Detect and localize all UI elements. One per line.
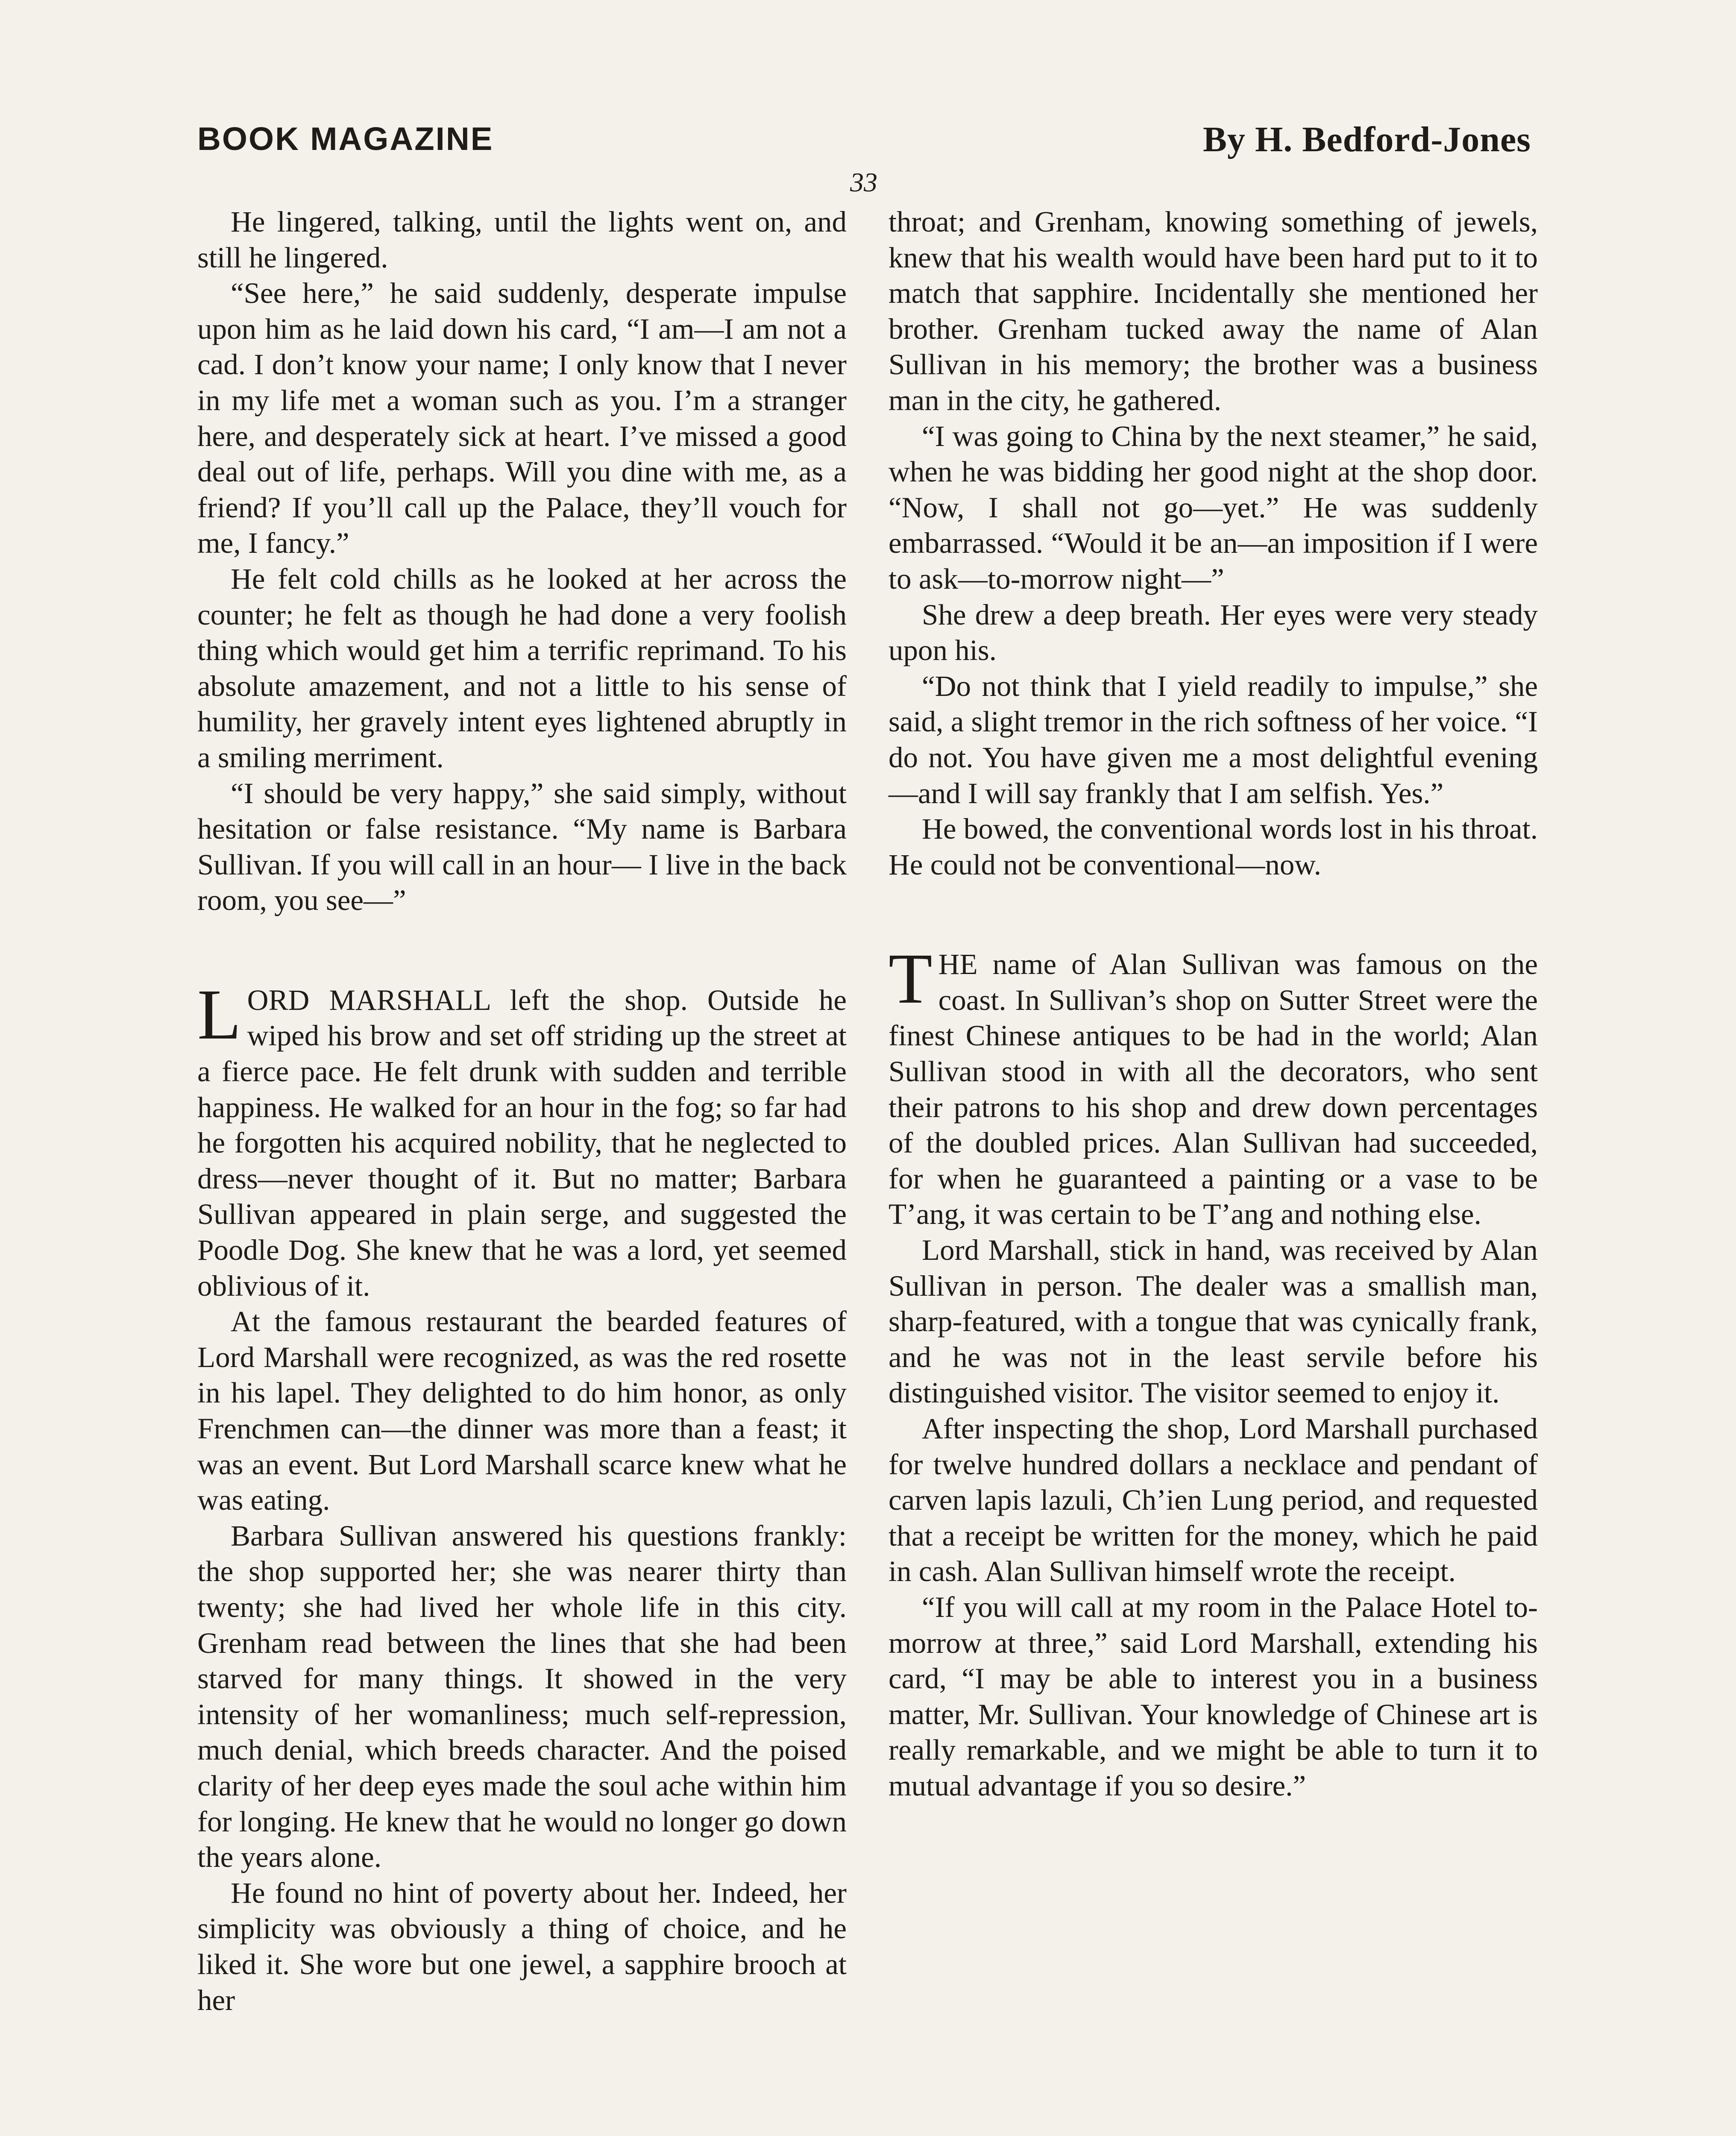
paragraph: He bowed, the conventional words lost in his throat. He could not be conventional—now.: [889, 813, 1538, 881]
section-opening-paragraph: [889, 939, 1538, 1232]
paragraph: “If you will call at my room in the Palace Hotel to-morrow at three,” said Lord Marshall, extending his card, “I may be able to interest you in a business matter, Mr. Sullivan. Your knowledge of Chinese art is really remarkable, and we might be able to turn it to mutual advantage if you so desire.”: [889, 1590, 1538, 1802]
author-byline: By H. Bedford-Jones: [1202, 120, 1531, 159]
page-number: 33: [850, 167, 877, 197]
section-opening-paragraph: [197, 974, 847, 1304]
paragraph: At the famous restaurant the bearded features of Lord Marshall were recognized, as was the red rosette in his lapel. They delighted to do him honor, as only Frenchmen can—the dinner was more than a feast; it was an event. But Lord Marshall scarce knew what he was eating.: [197, 1305, 847, 1517]
paragraph: She drew a deep breath. Her eyes were very steady upon his.: [889, 598, 1538, 667]
paragraph: “See here,” he said suddenly, desperate impulse upon him as he laid down his card, “I am—I am not a cad. I don’t know your name; I only know that I never in my life met a woman such as you. I’m a stranger here, and desperately sick at heart. I’ve missed a good deal out of life, perhaps. Will you dine with me, as a friend? If you’ll call up the Palace, they’ll vouch for me, I fancy.”: [197, 277, 847, 560]
paragraph: After inspecting the shop, Lord Marshall purchased for twelve hundred dollars a necklace and pendant of carven lapis lazuli, Ch’ien Lung period, and requested that a receipt be written for the money, which he paid in cash. Alan Sullivan himself wrote the receipt.: [889, 1412, 1538, 1588]
left-column: [197, 204, 847, 2018]
section-opening-text: HE name of Alan Sullivan was famous on the coast. In Sullivan’s shop on Sutter Street were the finest Chinese antiques to be had in the world; Alan Sullivan stood in with all the decorators, who sent their patrons to his shop and drew down percentages of the doubled prices. Alan Sullivan had succeeded, for when he guaranteed a painting or a vase to be T’ang, it was certain to be T’ang and nothing else.: [889, 948, 1538, 1231]
magazine-title: BOOK MAGAZINE: [197, 121, 494, 157]
paragraph: Barbara Sullivan answered his questions frankly: the shop supported her; she was nearer thirty than twenty; she had lived her whole life in this city. Grenham read between the lines that she had been starved for many things. It showed in the very intensity of her womanliness; much self-repression, much denial, which breeds character. And the poised clarity of her deep eyes made the soul ache within him for longing. He knew that he would no longer go down the years alone.: [197, 1519, 847, 1874]
paragraph: Lord Marshall, stick in hand, was received by Alan Sullivan in person. The dealer was a smallish man, sharp-featured, with a tongue that was cynically frank, and he was not in the least servile before his distinguished visitor. The visitor seemed to enjoy it.: [889, 1234, 1538, 1409]
right-column: [889, 204, 1538, 1804]
paragraph: “I was going to China by the next steamer,” he said, when he was bidding her good night at the shop door. “Now, I shall not go—yet.” He was suddenly embarrassed. “Would it be an—an imposition if I were to ask—to-morrow night—”: [889, 420, 1538, 595]
paragraph: “Do not think that I yield readily to impulse,” she said, a slight tremor in the rich softness of her voice. “I do not. You have given me a most delightful evening—and I will say frankly that I am selfish. Yes.”: [889, 669, 1538, 810]
paragraph: He lingered, talking, until the lights went on, and still he lingered.: [197, 205, 847, 274]
continuation-paragraph: throat; and Grenham, knowing something of jewels, knew that his wealth would have been hard put to it to match that sapphire. Incidentally she mentioned her brother. Grenham tucked away the name of Alan Sullivan in his memory; the brother was a business man in the city, he gathered.: [889, 205, 1538, 417]
drop-cap: T: [889, 939, 933, 1019]
section-opening-text: ORD MARSHALL left the shop. Outside he wiped his brow and set off striding up the street at a fierce pace. He felt drunk with sudden and terrible happiness. He walked for an hour in the fog; so far had he forgotten his acquired nobility, that he neglected to dress—never thought of it. But no matter; Barbara Sullivan appeared in plain serge, and suggested the Poodle Dog. She knew that he was a lord, yet seemed oblivious of it.: [197, 983, 847, 1302]
paragraph: He felt cold chills as he looked at her across the counter; he felt as though he had done a very foolish thing which would get him a terrific reprimand. To his absolute amazement, and not a little to his sense of humility, her gravely intent eyes lightened abruptly in a smiling merriment.: [197, 562, 847, 774]
paragraph: “I should be very happy,” she said simply, without hesitation or false resistance. “My name is Barbara Sullivan. If you will call in an hour— I live in the back room, you see—”: [197, 777, 847, 917]
drop-cap: L: [197, 974, 241, 1054]
paragraph: He found no hint of poverty about her. Indeed, her simplicity was obviously a thing of choice, and he liked it. She wore but one jewel, a sapphire brooch at her: [197, 1876, 847, 2016]
